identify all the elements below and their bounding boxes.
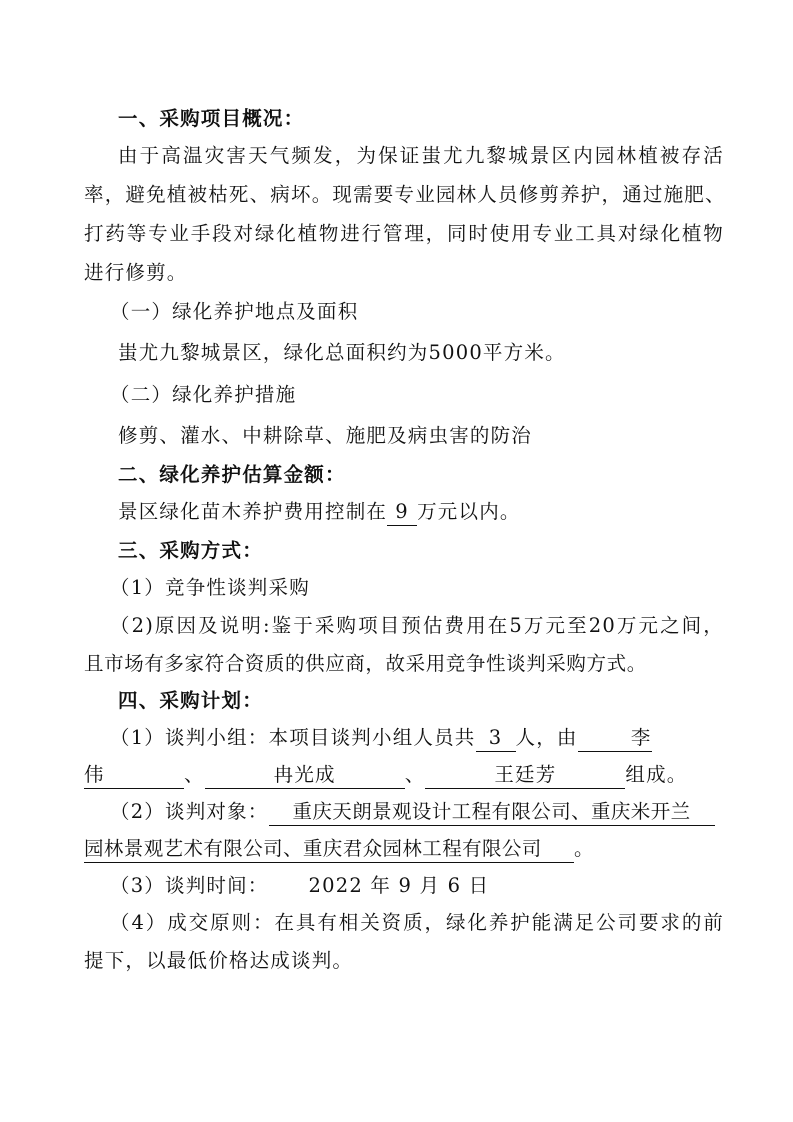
member-sep-1: 、 bbox=[184, 763, 205, 786]
section3-item2-line2: 且市场有多家符合资质的供应商，故采用竞争性谈判采购方式。 bbox=[84, 652, 647, 675]
negotiation-target-line1 bbox=[110, 797, 750, 827]
section3-item2-line1: （2)原因及说明:鉴于采购项目预估费用在5万元至20万元之间， bbox=[110, 614, 724, 637]
principle-line1: （4）成交原则：在具有相关资质，绿化养护能满足公司要求的前 bbox=[110, 911, 724, 934]
negotiation-group-line2 bbox=[84, 760, 724, 790]
section2-budget-line bbox=[118, 497, 758, 527]
section3-heading: 三、采购方式： bbox=[118, 539, 263, 562]
section1-intro-line-2: 率，避免植被枯死、病坏。现需要专业园林人员修剪养护，通过施肥、 bbox=[84, 183, 726, 206]
time-month: 9 bbox=[398, 874, 413, 897]
group-suffix: 组成。 bbox=[625, 763, 688, 786]
section1-intro-line-3: 打药等专业手段对绿化植物进行管理，同时使用专业工具对绿化植物 bbox=[84, 222, 724, 245]
budget-suffix: 万元以内。 bbox=[417, 500, 521, 523]
member-name-3: 王廷芳 bbox=[425, 762, 625, 789]
section4-heading: 四、采购计划： bbox=[118, 689, 263, 712]
time-day: 6 bbox=[447, 874, 462, 897]
time-month-unit: 月 bbox=[419, 874, 441, 897]
section1-intro-line-4: 进行修剪。 bbox=[84, 261, 188, 284]
time-day-unit: 日 bbox=[468, 874, 490, 897]
member-name-1-part2: 伟 bbox=[84, 762, 184, 789]
sub1-heading: （一）绿化养护地点及面积 bbox=[110, 300, 359, 323]
principle-line2: 提下，以最低价格达成谈判。 bbox=[84, 949, 354, 972]
negotiation-target-line2 bbox=[84, 834, 724, 864]
time-label: （3）谈判时间： bbox=[110, 874, 269, 897]
time-year: 2022 bbox=[308, 874, 363, 897]
member-sep-2: 、 bbox=[404, 763, 426, 786]
section2-heading: 二、绿化养护估算金额： bbox=[118, 463, 346, 486]
section1-intro-line-1: 由于高温灾害天气频发，为保证蚩尤九黎城景区内园林植被存活 bbox=[118, 144, 724, 167]
budget-prefix: 景区绿化苗木养护费用控制在 bbox=[118, 500, 388, 523]
group-mid: 人，由 bbox=[515, 726, 578, 749]
group-prefix: （1）谈判小组：本项目谈判小组人员共 bbox=[110, 726, 476, 749]
budget-amount: 9 bbox=[387, 499, 417, 526]
section1-heading: 一、采购项目概况： bbox=[118, 107, 305, 130]
sub2-heading: （二）绿化养护措施 bbox=[110, 383, 297, 406]
target-companies-line1: 重庆天朗景观设计工程有限公司、重庆米开兰 bbox=[269, 799, 715, 826]
group-count: 3 bbox=[476, 725, 516, 752]
negotiation-group-line1 bbox=[110, 723, 750, 753]
target-companies-line2: 园林景观艺术有限公司、重庆君众园林工程有限公司 bbox=[84, 836, 574, 863]
target-suffix: 。 bbox=[574, 837, 595, 860]
time-year-unit: 年 bbox=[370, 874, 392, 897]
member-name-2: 冉光成 bbox=[205, 762, 405, 789]
sub1-text: 蚩尤九黎城景区，绿化总面积约为5000平方米。 bbox=[118, 341, 566, 364]
negotiation-time-line bbox=[110, 871, 750, 901]
member-name-1-part1: 李 bbox=[578, 725, 652, 752]
target-prefix: （2）谈判对象： bbox=[110, 800, 269, 823]
sub2-text: 修剪、灌水、中耕除草、施肥及病虫害的防治 bbox=[118, 424, 533, 447]
section3-item1: （1）竞争性谈判采购 bbox=[110, 576, 310, 599]
